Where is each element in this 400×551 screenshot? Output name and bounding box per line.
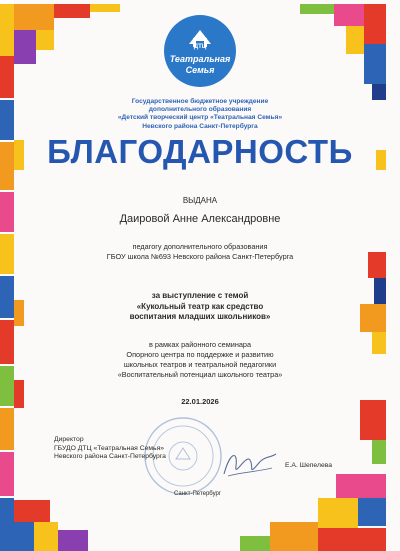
decor-block [14,380,24,408]
logo-small-label: ДТЦ [193,44,207,50]
decor-block [0,408,14,450]
decor-block [0,234,14,274]
seminar-line: школьных театров и театральной педагогики [123,360,277,369]
director-line: ГБУДО ДТЦ «Театральная Семья» [54,444,165,452]
theme-line: «Кукольный театр как средство [136,301,264,311]
decor-block [372,332,386,354]
decor-block [14,300,24,326]
recipient-position [34,242,366,262]
issue-date: 22.01.2026 [181,397,219,406]
logo-name-line2: Семья [185,65,215,75]
decor-block [14,500,50,522]
decor-block [14,522,34,551]
decor-block [34,522,58,551]
theme-line: за выступление с темой [151,291,249,300]
decor-block [318,528,386,551]
decor-block [270,522,318,551]
decor-block [0,320,14,364]
decor-block [0,366,14,406]
logo-name-line1: Театральная [169,54,231,64]
decor-block [368,252,386,278]
decor-block [0,4,14,56]
decor-block [360,400,386,440]
decor-block [364,44,386,84]
decor-block [336,474,386,498]
decor-block [376,150,386,170]
theater-house-logo-icon [163,14,237,88]
decor-block [90,4,120,12]
organization-line: дополнительного образования [148,106,252,114]
decor-block [0,100,14,140]
signer-name: Е.А. Шепелева [285,462,333,469]
organization-block [34,98,366,131]
decor-block [300,4,334,14]
issued-label: ВЫДАНА [182,196,218,205]
decor-block [0,142,14,190]
page-title: БЛАГОДАРНОСТЬ [47,133,353,170]
director-line: Директор [54,436,84,443]
position-line: педагогу дополнительного образования [132,242,268,251]
decor-block [358,498,386,526]
position-line: ГБОУ школа №693 Невского района Санкт-Петербурга [106,252,294,261]
director-block [54,436,166,462]
organization-line: Невского района Санкт-Петербурга [142,122,258,130]
decor-block [334,4,364,26]
decor-block [14,140,24,170]
theme-line: воспитания младших школьников» [129,312,271,321]
decor-block [0,56,14,98]
seminar-block [34,340,366,380]
director-line: Невского района Санкт-Петербурга [54,453,166,460]
decor-block [0,276,14,318]
decor-block [58,530,88,551]
seminar-line: Опорного центра по поддержке и развитию [126,350,274,359]
decor-block [364,4,386,44]
recipient-name: Даировой Анне Александровне [119,213,281,225]
decor-block [318,498,358,528]
decor-block [372,84,386,100]
organization-line: Государственное бюджетное учреждение [131,98,269,105]
decor-block [14,4,54,30]
decor-block [14,30,36,64]
decor-block [0,498,14,551]
theme-block [34,291,366,323]
decor-block [54,4,90,18]
city-label: Санкт-Петербург [174,491,222,497]
decor-block [36,30,54,50]
signature-icon [220,446,280,482]
decor-block [240,536,270,551]
decor-block [0,192,14,232]
seminar-line: «Воспитательный потенциал школьного театра» [117,370,283,379]
decor-block [346,26,364,54]
decor-block [374,278,386,304]
seminar-line: в рамках районного семинара [148,340,252,349]
decor-block [372,440,386,464]
decor-block [0,452,14,496]
organization-line: «Детский творческий центр «Театральная Семья» [117,114,283,122]
